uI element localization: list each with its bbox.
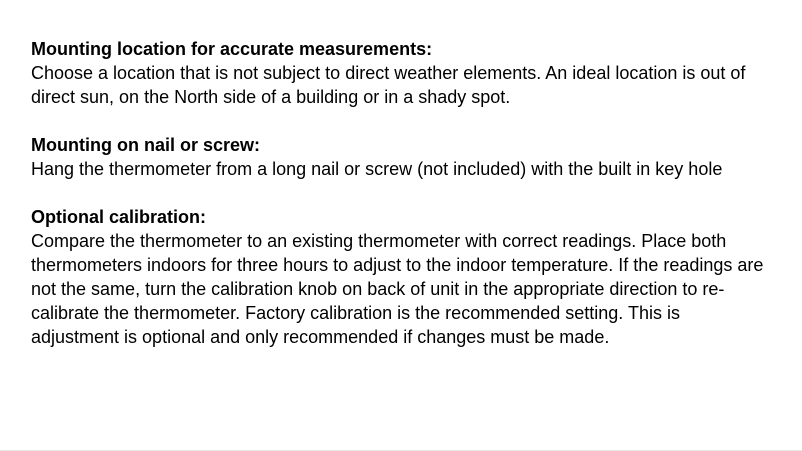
section-heading: Mounting on nail or screw:: [31, 135, 260, 155]
section-mounting-location: [31, 37, 771, 109]
section-mounting-nail: [31, 133, 771, 181]
document-content: [31, 37, 771, 373]
section-body: Compare the thermometer to an existing thermometer with correct readings. Place both thermometers indoors for three hours to adjust to the indoor temperature. If the readings are not the same, turn the calibration knob on back of unit in the appropriate direction to re-calibrate the thermometer. Factory calibration is the recommended setting. This is adjustment is optional and only recommended if changes must be made.: [31, 231, 764, 347]
section-heading: Optional calibration:: [31, 207, 207, 227]
section-body: Hang the thermometer from a long nail or screw (not included) with the built in key hole: [31, 159, 723, 179]
section-optional-calibration: [31, 205, 771, 349]
section-body: Choose a location that is not subject to direct weather elements. An ideal location is out of direct sun, on the North side of a building or in a shady spot.: [31, 63, 746, 107]
section-heading: Mounting location for accurate measurements:: [31, 39, 433, 59]
